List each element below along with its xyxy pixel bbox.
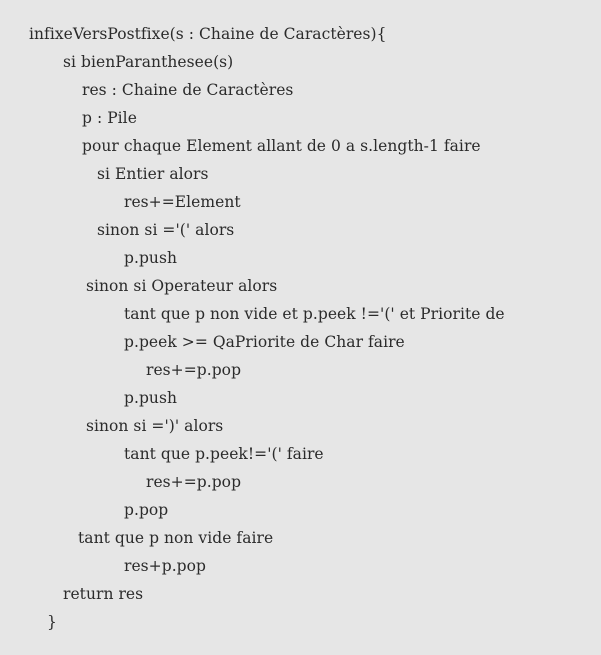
code-line-res-declaration: res : Chaine de Caractères <box>82 81 294 99</box>
code-line-elif-operator: sinon si Operateur alors <box>86 277 278 295</box>
code-line-append-pop-3: res+p.pop <box>124 557 206 575</box>
code-line-for-each: pour chaque Element allant de 0 a s.length-1 faire <box>82 137 481 155</box>
code-line-elif-close-paren: sinon si =')' alors <box>86 417 224 435</box>
code-line-append-pop-2: res+=p.pop <box>146 473 242 491</box>
code-line-append-element: res+=Element <box>124 193 241 211</box>
code-line-return: return res <box>63 585 144 603</box>
code-line-function-header: infixeVersPostfixe(s : Chaine de Caractères){ <box>29 25 387 43</box>
code-line-push-1: p.push <box>124 249 177 267</box>
code-line-pop: p.pop <box>124 501 169 519</box>
code-line-while-not-open: tant que p.peek!='(' faire <box>124 445 324 463</box>
code-line-append-pop-1: res+=p.pop <box>146 361 242 379</box>
code-line-while-priority: tant que p non vide et p.peek !='(' et Priorite de <box>124 305 505 323</box>
code-line-if-balanced: si bienParanthesee(s) <box>63 53 234 71</box>
code-line-if-integer: si Entier alors <box>97 165 209 183</box>
code-line-stack-declaration: p : Pile <box>82 109 137 127</box>
code-line-priority-cont: p.peek >= QaPriorite de Char faire <box>124 333 405 351</box>
code-line-push-2: p.push <box>124 389 177 407</box>
code-line-elif-open-paren: sinon si ='(' alors <box>97 221 235 239</box>
code-line-closing-brace: } <box>47 613 57 631</box>
code-line-while-not-empty: tant que p non vide faire <box>78 529 274 547</box>
